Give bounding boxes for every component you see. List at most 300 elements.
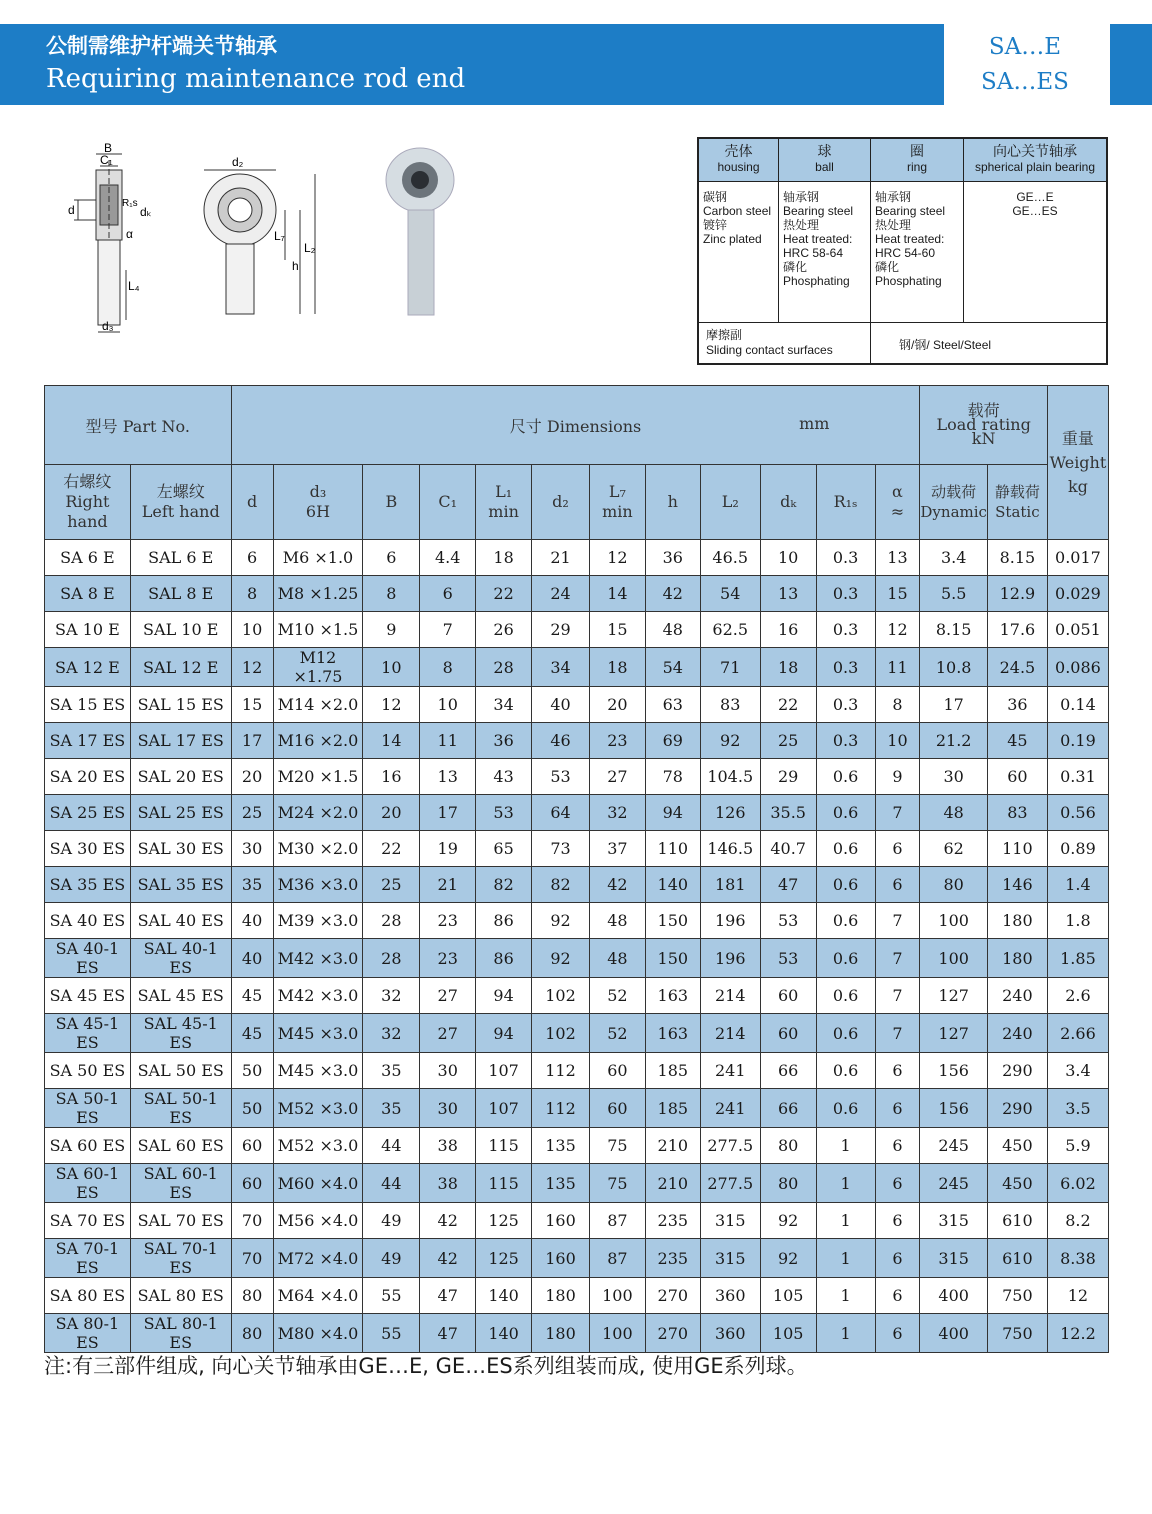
- table-cell: 11: [875, 648, 920, 687]
- table-cell: 80: [920, 867, 988, 903]
- table-cell: M14 ×2.0: [273, 687, 363, 723]
- table-cell: 4.4: [420, 540, 476, 576]
- table-cell: 14: [363, 723, 420, 759]
- table-cell: 6: [875, 1053, 920, 1089]
- mat-header-ring-en: ring: [906, 160, 927, 174]
- table-cell: 235: [645, 1203, 700, 1239]
- table-cell: 102: [532, 1014, 590, 1053]
- table-cell: 146.5: [700, 831, 760, 867]
- mat-text: 轴承钢: [875, 190, 912, 204]
- table-cell: 16: [363, 759, 420, 795]
- label-d: d: [68, 203, 75, 217]
- table-cell: 6: [875, 1128, 920, 1164]
- table-cell: 49: [363, 1239, 420, 1278]
- table-cell: 7: [420, 612, 476, 648]
- mm-label: mm: [799, 413, 830, 433]
- mat-text: HRC 58-64: [783, 246, 844, 260]
- table-cell: 315: [920, 1239, 988, 1278]
- table-cell: 163: [645, 978, 700, 1014]
- table-cell: 112: [532, 1053, 590, 1089]
- table-cell: M72 ×4.0: [273, 1239, 363, 1278]
- table-cell: 1: [816, 1203, 875, 1239]
- table-cell: 360: [700, 1314, 760, 1353]
- table-cell: 92: [700, 723, 760, 759]
- mat-text: 镀锌: [703, 218, 728, 232]
- table-cell: SA 30 ES: [45, 831, 131, 867]
- table-cell: 36: [645, 540, 700, 576]
- table-row: [45, 648, 1109, 687]
- series-e: SA…E: [988, 34, 1062, 60]
- table-cell: 6: [875, 1239, 920, 1278]
- table-cell: 235: [645, 1239, 700, 1278]
- label-l7: L₇: [274, 229, 285, 243]
- table-row: [45, 1314, 1109, 1353]
- table-cell: 87: [589, 1203, 645, 1239]
- table-cell: 240: [987, 978, 1047, 1014]
- table-cell: 180: [532, 1278, 590, 1314]
- table-cell: 107: [476, 1053, 532, 1089]
- table-cell: 17.6: [987, 612, 1047, 648]
- table-cell: 105: [760, 1314, 816, 1353]
- table-cell: 23: [589, 723, 645, 759]
- table-cell: SA 40 ES: [45, 903, 131, 939]
- table-cell: M10 ×1.5: [273, 612, 363, 648]
- table-cell: 277.5: [700, 1128, 760, 1164]
- mat-sliding-cn: 摩擦副: [706, 328, 743, 342]
- table-cell: 3.4: [920, 540, 988, 576]
- table-cell: M64 ×4.0: [273, 1278, 363, 1314]
- table-cell: 185: [645, 1089, 700, 1128]
- table-cell: 54: [645, 648, 700, 687]
- table-cell: 7: [875, 903, 920, 939]
- dynamic-header-cn: 动载荷: [931, 483, 977, 501]
- table-cell: 94: [645, 795, 700, 831]
- table-cell: 92: [532, 939, 590, 978]
- table-cell: M42 ×3.0: [273, 939, 363, 978]
- mat-text: 热处理: [783, 218, 820, 232]
- table-cell: 0.6: [816, 1053, 875, 1089]
- table-cell: 92: [760, 1239, 816, 1278]
- mat-header-ring-cn: 圈: [910, 144, 924, 160]
- table-cell: 6: [875, 867, 920, 903]
- col-header: [875, 465, 920, 540]
- technical-drawings: [60, 140, 480, 350]
- table-cell: 0.3: [816, 648, 875, 687]
- table-cell: SA 10 E: [45, 612, 131, 648]
- col-header-symbol: R₁ₛ: [833, 492, 858, 511]
- table-cell: 43: [476, 759, 532, 795]
- weight-header: [1047, 386, 1108, 540]
- table-cell: 0.3: [816, 723, 875, 759]
- table-cell: SAL 60-1 ES: [130, 1164, 231, 1203]
- table-cell: 277.5: [700, 1164, 760, 1203]
- col-header: [231, 465, 273, 540]
- table-cell: 10: [420, 687, 476, 723]
- table-cell: M56 ×4.0: [273, 1203, 363, 1239]
- table-cell: 53: [760, 939, 816, 978]
- table-cell: 24: [532, 576, 590, 612]
- table-cell: 52: [589, 1014, 645, 1053]
- table-cell: 140: [645, 867, 700, 903]
- table-cell: 80: [231, 1278, 273, 1314]
- table-cell: 82: [476, 867, 532, 903]
- mat-text: HRC 54-60: [875, 246, 936, 260]
- table-cell: 750: [987, 1278, 1047, 1314]
- table-cell: 30: [420, 1053, 476, 1089]
- table-cell: 27: [420, 978, 476, 1014]
- table-cell: 47: [760, 867, 816, 903]
- col-header: [532, 465, 590, 540]
- table-cell: 160: [532, 1239, 590, 1278]
- table-cell: 610: [987, 1239, 1047, 1278]
- label-b: B: [104, 141, 113, 155]
- table-cell: 8: [231, 576, 273, 612]
- table-cell: 214: [700, 1014, 760, 1053]
- table-cell: 0.6: [816, 795, 875, 831]
- table-cell: SAL 20 ES: [130, 759, 231, 795]
- table-cell: 0.017: [1047, 540, 1108, 576]
- mat-text: Carbon steel: [703, 204, 772, 218]
- mat-header-bearing-cn: 向心关节轴承: [993, 144, 1077, 160]
- table-row: [45, 612, 1109, 648]
- table-cell: 80: [760, 1164, 816, 1203]
- table-cell: 140: [476, 1278, 532, 1314]
- table-cell: 52: [589, 978, 645, 1014]
- table-cell: 66: [760, 1089, 816, 1128]
- table-cell: 100: [589, 1314, 645, 1353]
- table-cell: SAL 40-1 ES: [130, 939, 231, 978]
- table-cell: 44: [363, 1128, 420, 1164]
- table-cell: 83: [700, 687, 760, 723]
- right-hand-header: [45, 465, 131, 540]
- table-cell: 360: [700, 1278, 760, 1314]
- table-cell: 10: [363, 648, 420, 687]
- table-cell: M6 ×1.0: [273, 540, 363, 576]
- table-cell: SAL 45 ES: [130, 978, 231, 1014]
- table-cell: 0.56: [1047, 795, 1108, 831]
- table-cell: 23: [420, 939, 476, 978]
- table-cell: 20: [363, 795, 420, 831]
- table-cell: 12: [875, 612, 920, 648]
- table-cell: 42: [645, 576, 700, 612]
- table-cell: 69: [645, 723, 700, 759]
- table-cell: 17: [231, 723, 273, 759]
- table-cell: M24 ×2.0: [273, 795, 363, 831]
- table-cell: 6: [231, 540, 273, 576]
- table-cell: 6: [875, 1089, 920, 1128]
- label-l2: L₂: [304, 241, 316, 255]
- table-cell: 70: [231, 1203, 273, 1239]
- table-cell: 42: [420, 1239, 476, 1278]
- table-cell: 48: [589, 903, 645, 939]
- table-cell: 21: [532, 540, 590, 576]
- table-row: [45, 1128, 1109, 1164]
- table-cell: 83: [987, 795, 1047, 831]
- table-cell: 28: [363, 939, 420, 978]
- col-header-sub: ≈: [890, 502, 905, 521]
- table-cell: 63: [645, 687, 700, 723]
- table-cell: 135: [532, 1128, 590, 1164]
- table-cell: 241: [700, 1089, 760, 1128]
- table-cell: SA 60-1 ES: [45, 1164, 131, 1203]
- table-cell: SAL 12 E: [130, 648, 231, 687]
- mat-sliding-label: [699, 323, 871, 365]
- table-cell: SA 8 E: [45, 576, 131, 612]
- mat-header-ring: [871, 139, 964, 182]
- table-cell: 22: [363, 831, 420, 867]
- table-row: [45, 795, 1109, 831]
- table-cell: 8: [420, 648, 476, 687]
- table-cell: 64: [532, 795, 590, 831]
- mat-sliding-row: [699, 322, 1106, 366]
- table-cell: 1: [816, 1239, 875, 1278]
- col-header-symbol: B: [385, 492, 398, 511]
- table-cell: SA 12 E: [45, 648, 131, 687]
- table-cell: 60: [231, 1128, 273, 1164]
- table-cell: 10: [231, 612, 273, 648]
- table-cell: M42 ×3.0: [273, 978, 363, 1014]
- table-cell: 1: [816, 1314, 875, 1353]
- table-cell: 315: [920, 1203, 988, 1239]
- table-cell: 22: [760, 687, 816, 723]
- table-row: [45, 687, 1109, 723]
- table-cell: 82: [532, 867, 590, 903]
- table-cell: 62: [920, 831, 988, 867]
- col-header-symbol: L₇: [608, 482, 626, 501]
- table-cell: 86: [476, 903, 532, 939]
- mat-text: 磷化: [875, 260, 900, 274]
- label-alpha: α: [126, 227, 133, 241]
- table-cell: 42: [589, 867, 645, 903]
- table-cell: SAL 30 ES: [130, 831, 231, 867]
- table-cell: 240: [987, 1014, 1047, 1053]
- table-cell: SAL 25 ES: [130, 795, 231, 831]
- table-cell: 12: [589, 540, 645, 576]
- col-header-symbol: dₖ: [780, 492, 797, 511]
- table-cell: 38: [420, 1164, 476, 1203]
- table-cell: 19: [420, 831, 476, 867]
- table-cell: M8 ×1.25: [273, 576, 363, 612]
- col-header-symbol: h: [667, 492, 678, 511]
- table-cell: SAL 35 ES: [130, 867, 231, 903]
- table-cell: 35.5: [760, 795, 816, 831]
- table-row: [45, 759, 1109, 795]
- table-cell: 26: [476, 612, 532, 648]
- table-cell: 40: [532, 687, 590, 723]
- table-cell: 1.4: [1047, 867, 1108, 903]
- table-cell: 290: [987, 1053, 1047, 1089]
- table-cell: 42: [420, 1203, 476, 1239]
- front-view-drawing: [204, 170, 315, 314]
- dynamic-header-en: Dynamic: [920, 503, 987, 521]
- col-header-symbol: α: [892, 482, 903, 501]
- table-row: [45, 1089, 1109, 1128]
- table-cell: 196: [700, 939, 760, 978]
- table-cell: M60 ×4.0: [273, 1164, 363, 1203]
- left-en: Left hand: [141, 502, 220, 521]
- mat-header-housing-en: housing: [717, 160, 760, 174]
- table-cell: 5.5: [920, 576, 988, 612]
- table-cell: 55: [363, 1314, 420, 1353]
- table-cell: 0.6: [816, 867, 875, 903]
- load-unit: kN: [971, 429, 996, 448]
- table-cell: 66: [760, 1053, 816, 1089]
- table-cell: 110: [645, 831, 700, 867]
- table-cell: SA 45-1 ES: [45, 1014, 131, 1053]
- table-cell: 105: [760, 1278, 816, 1314]
- table-cell: SAL 50-1 ES: [130, 1089, 231, 1128]
- mat-text: Heat treated:: [875, 232, 945, 246]
- label-c1: C₁: [100, 153, 113, 167]
- table-row: [45, 867, 1109, 903]
- table-cell: 0.6: [816, 903, 875, 939]
- table-cell: 0.6: [816, 759, 875, 795]
- table-cell: 75: [589, 1128, 645, 1164]
- table-cell: M12 ×1.75: [273, 648, 363, 687]
- label-l4: L₄: [128, 279, 140, 293]
- table-cell: 36: [987, 687, 1047, 723]
- table-cell: M30 ×2.0: [273, 831, 363, 867]
- table-cell: 245: [920, 1128, 988, 1164]
- static-header-en: Static: [995, 503, 1040, 521]
- table-cell: 6: [875, 831, 920, 867]
- series-label: [960, 30, 1090, 100]
- table-cell: 37: [589, 831, 645, 867]
- dimensions-label: 尺寸 Dimensions: [509, 416, 642, 436]
- table-cell: 102: [532, 978, 590, 1014]
- table-cell: 7: [875, 978, 920, 1014]
- weight-cn: 重量: [1061, 428, 1094, 448]
- table-cell: 6.02: [1047, 1164, 1108, 1203]
- label-r1s: R₁s: [122, 198, 138, 209]
- table-cell: 8.15: [920, 612, 988, 648]
- load-en: Load rating: [936, 415, 1031, 434]
- table-cell: 0.6: [816, 978, 875, 1014]
- table-cell: M36 ×3.0: [273, 867, 363, 903]
- table-cell: 270: [645, 1314, 700, 1353]
- table-cell: 35: [363, 1053, 420, 1089]
- table-cell: 400: [920, 1278, 988, 1314]
- table-cell: 8: [875, 687, 920, 723]
- col-header-symbol: d₂: [552, 492, 569, 511]
- mat-header-ball-cn: 球: [817, 144, 832, 160]
- table-cell: 1: [816, 1164, 875, 1203]
- table-cell: 6: [875, 1314, 920, 1353]
- table-cell: 70: [231, 1239, 273, 1278]
- table-cell: 60: [589, 1089, 645, 1128]
- table-cell: 7: [875, 939, 920, 978]
- table-cell: 94: [476, 1014, 532, 1053]
- table-cell: 7: [875, 795, 920, 831]
- table-cell: 53: [476, 795, 532, 831]
- table-cell: 14: [589, 576, 645, 612]
- table-cell: 2.66: [1047, 1014, 1108, 1053]
- table-cell: 150: [645, 903, 700, 939]
- mat-header-ball: [779, 139, 871, 182]
- footnote: 注:有三部件组成, 向心关节轴承由GE…E, GE…ES系列组装而成, 使用GE系列球。: [44, 1354, 808, 1378]
- table-cell: 25: [363, 867, 420, 903]
- table-cell: 21: [420, 867, 476, 903]
- table-cell: 87: [589, 1239, 645, 1278]
- table-cell: 5.9: [1047, 1128, 1108, 1164]
- table-cell: 15: [589, 612, 645, 648]
- table-cell: 127: [920, 1014, 988, 1053]
- col-header: [589, 465, 645, 540]
- table-cell: 115: [476, 1164, 532, 1203]
- table-cell: 40: [231, 903, 273, 939]
- table-cell: 3.4: [1047, 1053, 1108, 1089]
- col-header-symbol: L₂: [721, 492, 739, 511]
- table-cell: 47: [420, 1314, 476, 1353]
- table-cell: 180: [987, 903, 1047, 939]
- table-cell: SA 20 ES: [45, 759, 131, 795]
- table-cell: 6: [363, 540, 420, 576]
- table-cell: 62.5: [700, 612, 760, 648]
- table-cell: SA 70 ES: [45, 1203, 131, 1239]
- material-table: [697, 137, 1108, 365]
- table-cell: 35: [231, 867, 273, 903]
- table-row: [45, 978, 1109, 1014]
- table-cell: 156: [920, 1089, 988, 1128]
- table-cell: 48: [589, 939, 645, 978]
- table-cell: SA 50 ES: [45, 1053, 131, 1089]
- table-cell: 55: [363, 1278, 420, 1314]
- mat-text: 热处理: [875, 218, 912, 232]
- table-cell: 210: [645, 1128, 700, 1164]
- table-row: [45, 540, 1109, 576]
- table-row: [45, 903, 1109, 939]
- table-row: [45, 1278, 1109, 1314]
- table-cell: SAL 45-1 ES: [130, 1014, 231, 1053]
- table-row: [45, 1014, 1109, 1053]
- table-cell: 27: [420, 1014, 476, 1053]
- table-cell: 28: [363, 903, 420, 939]
- table-cell: SA 80 ES: [45, 1278, 131, 1314]
- table-cell: 20: [231, 759, 273, 795]
- table-cell: SA 45 ES: [45, 978, 131, 1014]
- table-cell: 11: [420, 723, 476, 759]
- table-row: [45, 939, 1109, 978]
- table-row: [45, 1239, 1109, 1278]
- table-cell: 36: [476, 723, 532, 759]
- table-cell: 8: [363, 576, 420, 612]
- table-cell: SA 6 E: [45, 540, 131, 576]
- mat-text: Bearing steel: [783, 204, 854, 218]
- table-cell: SAL 80 ES: [130, 1278, 231, 1314]
- table-cell: 0.051: [1047, 612, 1108, 648]
- table-cell: 450: [987, 1128, 1047, 1164]
- table-cell: 80: [231, 1314, 273, 1353]
- table-cell: 73: [532, 831, 590, 867]
- table-cell: 135: [532, 1164, 590, 1203]
- table-cell: 125: [476, 1203, 532, 1239]
- mat-text: 碳钢: [703, 190, 728, 204]
- table-cell: 32: [363, 1014, 420, 1053]
- label-d3: d₃: [102, 319, 114, 333]
- table-cell: 127: [920, 978, 988, 1014]
- table-cell: M20 ×1.5: [273, 759, 363, 795]
- mat-text: Heat treated:: [783, 232, 853, 246]
- table-cell: 450: [987, 1164, 1047, 1203]
- label-h: h: [292, 259, 299, 273]
- table-cell: 12.9: [987, 576, 1047, 612]
- table-cell: 8.2: [1047, 1203, 1108, 1239]
- title-cn: 公制需维护杆端关节轴承: [46, 34, 277, 58]
- table-cell: 8.15: [987, 540, 1047, 576]
- table-cell: 270: [645, 1278, 700, 1314]
- table-body: [45, 540, 1109, 1353]
- table-cell: 53: [532, 759, 590, 795]
